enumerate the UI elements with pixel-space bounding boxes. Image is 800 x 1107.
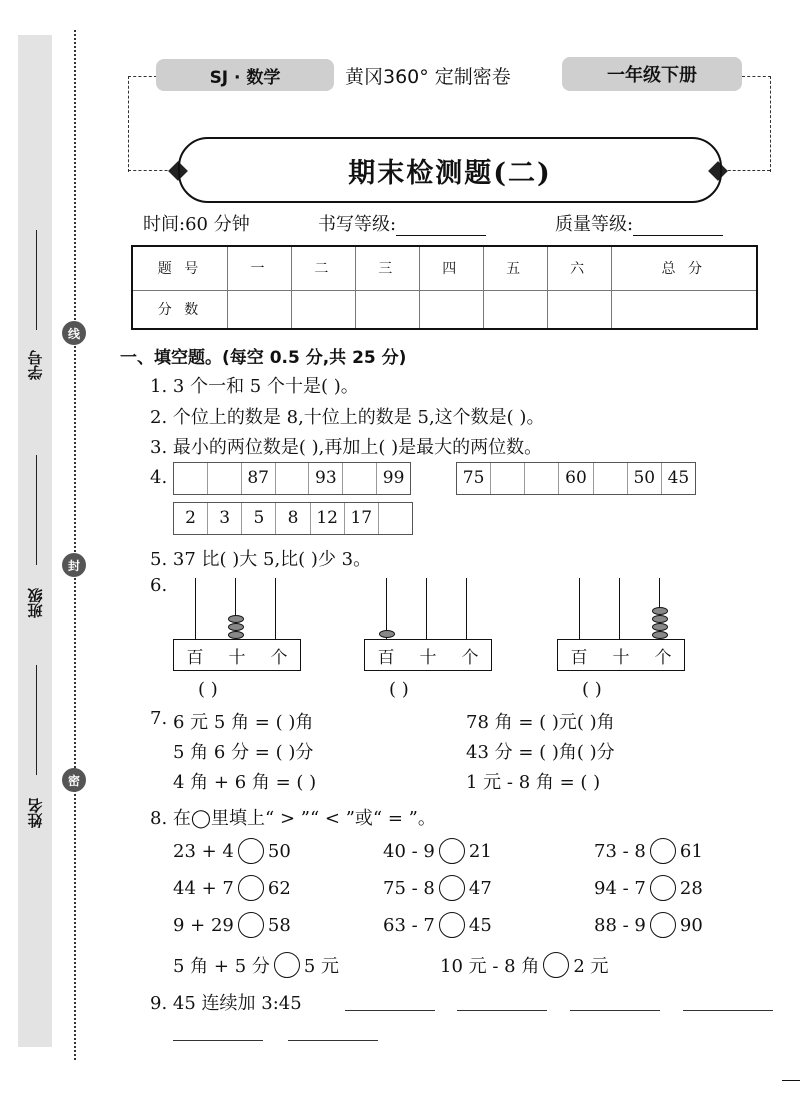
answer-blank[interactable] (288, 1040, 378, 1041)
abacus-rod (275, 578, 276, 639)
question-2: 2. 个位上的数是 8,十位上的数是 5,这个数是( )。 (150, 407, 545, 428)
abacus-rod (426, 578, 427, 639)
question-1: 1. 3 个一和 5 个十是( )。 (150, 376, 359, 397)
sequence-cell[interactable] (174, 463, 208, 494)
score-cell[interactable] (291, 290, 355, 329)
sequence-cell: 50 (628, 463, 662, 494)
sequence-cell: 2 (174, 503, 208, 534)
abacus-rod (195, 578, 196, 639)
abacus-base (557, 639, 685, 671)
comparison-item: 44 + 7 62 (173, 875, 291, 901)
abacus-rod (619, 578, 620, 639)
brand-text: 黄冈360° 定制密卷 (345, 66, 511, 88)
abacus-2-answer[interactable]: ( ) (389, 679, 409, 700)
compare-circle[interactable] (650, 875, 676, 901)
sequence-cell: 12 (311, 503, 345, 534)
sequence-cell: 75 (457, 463, 491, 494)
section-heading: 一、填空题。(每空 0.5 分,共 25 分) (120, 348, 407, 368)
score-header-cell: 六 (547, 246, 611, 290)
page-title: 期末检测题(二) (178, 137, 722, 203)
tens-label: 十 (612, 647, 630, 668)
compare-circle[interactable] (238, 875, 264, 901)
abacus-bead (652, 615, 668, 623)
sequence-cell: 99 (382, 468, 405, 488)
name-field[interactable] (36, 665, 37, 775)
abacus-rod (466, 578, 467, 639)
sequence-cell[interactable] (343, 463, 377, 494)
class-label: 班级 (26, 588, 45, 618)
score-header-cell: 题 号 (132, 246, 228, 290)
ones-label: 个 (654, 647, 672, 668)
score-header-cell: 五 (483, 246, 547, 290)
number-sequence-3 (173, 502, 413, 535)
score-cell[interactable] (483, 290, 547, 329)
comparison-item: 63 - 7 45 (383, 912, 492, 938)
sequence-cell[interactable] (276, 463, 310, 494)
ones-label: 个 (270, 647, 288, 668)
hundreds-label: 百 (377, 647, 395, 668)
seal-secret-mark: 密 (62, 768, 86, 792)
score-cell[interactable] (355, 290, 419, 329)
score-header-cell: 总 分 (611, 246, 757, 290)
abacus-bead (379, 630, 395, 638)
class-field[interactable] (36, 455, 37, 565)
comparison-item: 73 - 8 61 (594, 838, 703, 864)
grade-pill: 一年级下册 (562, 57, 742, 91)
header-bracket-left (128, 76, 157, 172)
quality-grade-label: 质量等级: (555, 214, 634, 235)
sequence-cell: 60 (559, 463, 593, 494)
compare-circle[interactable] (543, 952, 569, 978)
comparison-item: 40 - 9 21 (383, 838, 492, 864)
abacus-3-answer[interactable]: ( ) (582, 679, 602, 700)
abacus-base (173, 639, 301, 671)
header-bracket-right (742, 76, 771, 172)
compare-circle[interactable] (650, 912, 676, 938)
answer-blank[interactable] (173, 1040, 263, 1041)
abacus-2 (364, 575, 494, 685)
compare-circle[interactable] (238, 838, 264, 864)
sequence-cell[interactable] (594, 463, 628, 494)
sequence-cell: 45 (667, 468, 690, 488)
abacus-3 (557, 575, 687, 685)
comparison-item: 10 元 - 8 角 2 元 (440, 952, 609, 978)
abacus-bead (228, 623, 244, 631)
answer-blank[interactable] (570, 1010, 660, 1011)
name-label: 姓名 (26, 798, 45, 828)
abacus-bead (652, 631, 668, 639)
hundreds-label: 百 (186, 647, 204, 668)
question-5: 5. 37 比( )大 5,比( )少 3。 (150, 549, 372, 570)
comparison-item: 75 - 8 47 (383, 875, 492, 901)
score-cell[interactable] (611, 290, 757, 329)
writing-grade-field[interactable] (396, 215, 486, 236)
abacus-bead (228, 631, 244, 639)
comparison-item: 88 - 9 90 (594, 912, 703, 938)
comparison-item: 94 - 7 28 (594, 875, 703, 901)
seal-line-mark: 线 (62, 321, 86, 345)
sequence-cell: 17 (345, 503, 379, 534)
money-conversion: 1 元 - 8 角 = ( ) (466, 772, 601, 793)
student-id-field[interactable] (36, 230, 37, 330)
cut-line (74, 30, 76, 1060)
abacus-bead (652, 623, 668, 631)
abacus-base (364, 639, 492, 671)
comparison-item: 5 角 + 5 分 5 元 (173, 952, 339, 978)
money-conversion: 5 角 6 分 = ( )分 (173, 742, 314, 763)
seal-seal-mark: 封 (62, 553, 86, 577)
number-sequence-2 (456, 462, 696, 495)
sequence-cell: 8 (276, 503, 310, 534)
question-9: 9. 45 连续加 3:45 (150, 993, 302, 1014)
time-label: 时间:60 分钟 (143, 214, 250, 235)
sequence-cell[interactable] (491, 463, 525, 494)
sequence-cell[interactable] (525, 463, 559, 494)
subject-pill: SJ · 数学 (156, 59, 334, 91)
compare-circle[interactable] (238, 912, 264, 938)
abacus-bead (652, 607, 668, 615)
abacus-bead (228, 615, 244, 623)
ones-label: 个 (461, 647, 479, 668)
score-header-cell: 二 (291, 246, 355, 290)
answer-blank[interactable] (683, 1010, 773, 1011)
compare-circle[interactable] (439, 912, 465, 938)
tens-label: 十 (419, 647, 437, 668)
tens-label: 十 (228, 647, 246, 668)
comparison-item: 9 + 29 58 (173, 912, 291, 938)
score-row-label: 分 数 (132, 290, 228, 329)
writing-grade-label: 书写等级: (318, 214, 397, 235)
score-table (131, 245, 758, 330)
score-header-cell: 三 (355, 246, 419, 290)
score-cell[interactable] (547, 290, 611, 329)
question-6-label: 6. (150, 575, 168, 596)
page-edge-mark (782, 1080, 800, 1081)
answer-blank[interactable] (345, 1010, 435, 1011)
score-cell[interactable] (419, 290, 483, 329)
sequence-cell[interactable] (208, 463, 242, 494)
sequence-cell: 5 (242, 503, 276, 534)
sequence-cell: 3 (208, 503, 242, 534)
hundreds-label: 百 (570, 647, 588, 668)
compare-circle[interactable] (274, 952, 300, 978)
abacus-1 (173, 575, 303, 685)
sequence-cell: 87 (242, 463, 276, 494)
comparison-item: 23 + 4 50 (173, 838, 291, 864)
score-header-cell: 一 (228, 246, 292, 290)
question-3: 3. 最小的两位数是( ),再加上( )是最大的两位数。 (150, 437, 543, 458)
sequence-cell: 93 (309, 463, 343, 494)
score-cell[interactable] (228, 290, 292, 329)
abacus-1-answer[interactable]: ( ) (198, 679, 218, 700)
binding-margin (18, 35, 52, 1047)
compare-circle[interactable] (439, 875, 465, 901)
money-conversion: 4 角 + 6 角 = ( ) (173, 772, 317, 793)
sequence-cell[interactable] (379, 503, 412, 534)
abacus-rod (579, 578, 580, 639)
question-8: 8. 在◯里填上“ > ”“ < ”或“ = ”。 (150, 808, 436, 829)
question-7-label: 7. (150, 708, 168, 729)
compare-circle[interactable] (650, 838, 676, 864)
score-header-cell: 四 (419, 246, 483, 290)
money-conversion: 78 角 = ( )元( )角 (466, 712, 615, 733)
compare-circle[interactable] (439, 838, 465, 864)
answer-blank[interactable] (457, 1010, 547, 1011)
student-id-label: 学号 (26, 350, 45, 380)
number-sequence-1 (173, 462, 411, 495)
quality-grade-field[interactable] (633, 215, 723, 236)
question-4-label: 4. (150, 467, 168, 488)
money-conversion: 43 分 = ( )角( )分 (466, 742, 615, 763)
money-conversion: 6 元 5 角 = ( )角 (173, 712, 314, 733)
